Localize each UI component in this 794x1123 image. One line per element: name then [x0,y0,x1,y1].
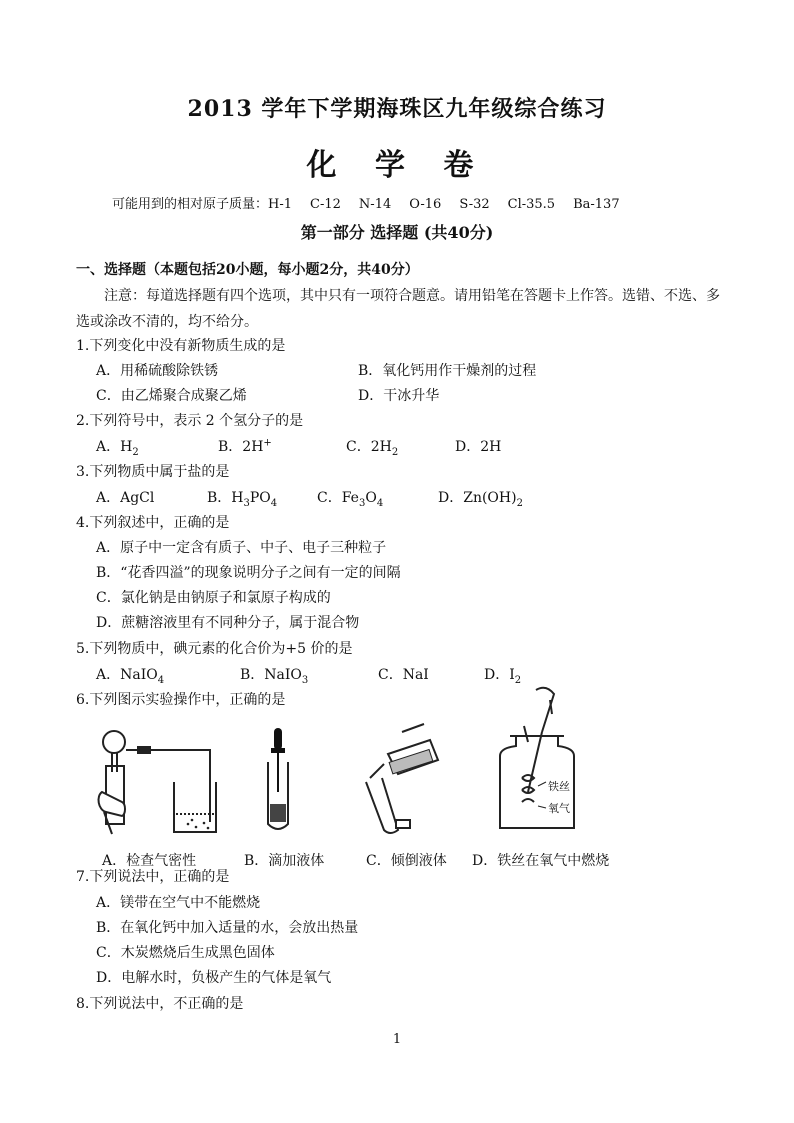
figure-dropper [258,712,298,837]
mass-item: H-1 [268,197,293,212]
mass-item: Ba-137 [573,197,620,212]
section-heading: 一、选择题（本题包括20小题，每小题2分，共40分） [76,262,419,278]
q7-option-c: C．木炭燃烧后生成黑色固体 [96,945,275,961]
q4-option-b: B．“花香四溢”的现象说明分子之间有一定的间隔 [96,565,401,581]
question-4-stem: 4.下列叙述中，正确的是 [76,515,230,531]
q6-option-a: A．检查气密性 [102,853,197,869]
q2-option-b: B．2H+ [218,437,272,455]
q1-option-a: A．用稀硫酸除铁锈 [96,363,219,379]
figure-iron-wire-combustion [488,682,588,837]
figure-pouring-liquid [340,712,450,837]
part-heading: 第一部分 选择题 (共40分) [300,223,494,242]
question-6-stem: 6.下列图示实验操作中，正确的是 [76,692,286,708]
q6-option-c: C．倾倒液体 [366,853,447,869]
question-8-stem: 8.下列说法中，不正确的是 [76,996,244,1012]
q3-option-d: D．$Zn(OH)_2$ [438,490,523,509]
instructions-line-2: 选或涂改不清的，均不给分。 [76,314,258,330]
q1-option-b: B．氧化钙用作干燥剂的过程 [358,363,537,379]
q3-option-c: C．$Fe_3O_4$ [317,490,384,509]
question-2-stem: 2.下列符号中，表示 2 个氢分子的是 [76,413,304,429]
mass-item: Cl-35.5 [507,197,556,212]
mass-item: O-16 [409,197,442,212]
q7-option-d: D．电解水时，负极产生的气体是氧气 [96,970,332,986]
mass-item: C-12 [310,197,341,212]
masses-label: 可能用到的相对原子质量： [112,197,269,212]
question-3-stem: 3.下列物质中属于盐的是 [76,464,230,480]
mass-item: S-32 [459,197,490,212]
q2-option-d: D．2H [455,439,502,455]
question-5-stem: 5.下列物质中，碘元素的化合价为+5 价的是 [76,641,353,657]
page-number: 1 [392,1032,402,1047]
instructions-line-1: 注意：每道选择题有四个选项，其中只有一项符合题意。请用铅笔在答题卡上作答。选错、不选、多 [104,288,720,304]
q2-option-c: C．$2H_2$ [346,439,399,458]
q7-option-a: A．镁带在空气中不能燃烧 [96,895,261,911]
figure-airtightness-check [92,712,222,837]
q7-option-b: B．在氧化钙中加入适量的水，会放出热量 [96,920,359,936]
exam-title: 2013 学年下学期海珠区九年级综合练习 [187,96,607,122]
q4-option-d: D．蔗糖溶液里有不同种分子，属于混合物 [96,615,360,631]
mass-item: N-14 [358,197,392,212]
q5-option-b: B．NaIO$_3$ [240,667,309,686]
q6-option-b: B．滴加液体 [244,853,325,869]
q3-option-b: B．$H_3PO_4$ [207,490,278,509]
relative-atomic-masses [112,193,620,212]
q2-option-a: A．$H_2$ [96,439,139,458]
q6-option-d: D．铁丝在氧气中燃烧 [472,853,610,869]
label-iron-wire: 铁丝 [548,780,570,793]
q4-option-c: C．氯化钠是由钠原子和氯原子构成的 [96,590,331,606]
question-1-stem: 1.下列变化中没有新物质生成的是 [76,338,286,354]
label-oxygen: 氧气 [548,802,570,815]
q4-option-a: A．原子中一定含有质子、中子、电子三种粒子 [96,540,387,556]
q1-option-c: C．由乙烯聚合成聚乙烯 [96,388,247,404]
q1-option-d: D．干冰升华 [358,388,440,404]
question-7-stem: 7.下列说法中，正确的是 [76,869,230,885]
q3-option-a: A．AgCl [96,490,155,506]
q5-option-a: A．NaIO$_4$ [96,667,165,686]
q5-option-d: D．$I_2$ [484,667,522,686]
exam-subtitle: 化 学 卷 [306,148,488,183]
q5-option-c: C．NaI [378,667,429,683]
